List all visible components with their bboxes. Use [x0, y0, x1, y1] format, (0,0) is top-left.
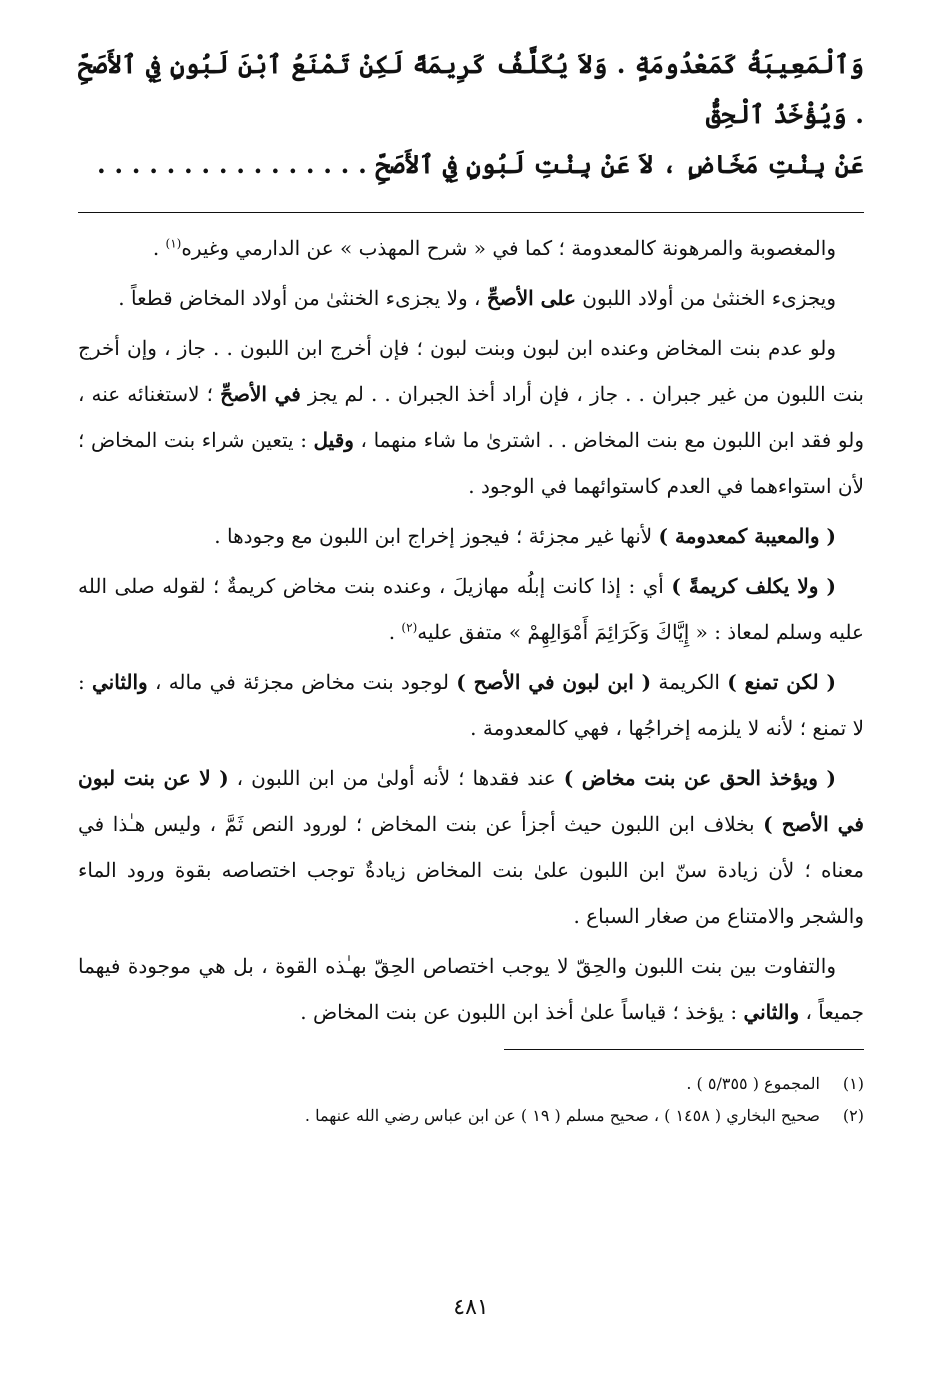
- commentary-paragraph: [78, 325, 864, 509]
- commentary-text: [78, 225, 864, 1035]
- commentary-paragraph: [78, 755, 864, 939]
- bold-term: والثاني: [743, 1000, 800, 1024]
- commentary-paragraph: [78, 563, 864, 655]
- footnote-number: (٢): [842, 1106, 864, 1125]
- footnote-ref[interactable]: (٢): [401, 620, 418, 635]
- footnote-text: المجموع ( ٥/٣٥٥ ) .: [686, 1074, 820, 1093]
- bold-term: ( ويؤخذ الحق عن بنت مخاض ): [563, 766, 836, 790]
- bold-term: ( لا عن بنت لبون في الأصح ): [78, 766, 864, 836]
- text-span: ؛ لاستغنائه عنه ، ولو فقد ابن اللبون مع بنت المخاض . . اشترىٰ ما شاء منهما ،: [78, 382, 865, 452]
- bold-term: ( ابن لبون في الأصح ): [456, 670, 652, 694]
- text-span: الكريمة: [651, 670, 728, 694]
- footnotes: [78, 1068, 864, 1132]
- text-span: ، ولا يجزىء الخنثىٰ من أولاد المخاض قطعاً .: [118, 286, 487, 310]
- book-page: [78, 40, 864, 1360]
- bold-term: ( لكن تمنع ): [727, 670, 836, 694]
- text-span: : يؤخذ ؛ قياساً علىٰ أخذ ابن اللبون عن بنت المخاض .: [300, 1000, 744, 1024]
- bold-term: ( والمعيبة كمعدومة ): [658, 524, 836, 548]
- bold-term: في الأصحِّ: [220, 382, 301, 406]
- text-span: بخلاف ابن اللبون حيث أجزأ عن بنت المخاض ؛ لورود النص ثَمَّ ، وليس هـٰذا في معناه ؛ لأن زيادة سنّ ابن اللبون علىٰ بنت المخاض زيادةٌ توجب اختصاصه بقوة ورود الماء والشجر والامتناع من صغار السباع .: [78, 812, 864, 928]
- page-number: ٤٨١: [453, 1295, 489, 1320]
- text-span: : يتعين شراء بنت المخاض ؛ لأن استواءهما في العدم كاستوائهما في الوجود .: [78, 428, 864, 498]
- text-span: .: [152, 236, 166, 260]
- commentary-paragraph: [78, 513, 864, 559]
- bold-term: ( ولا يكلف كريمةً ): [671, 574, 836, 598]
- commentary-paragraph: [78, 659, 864, 751]
- footnote-ref[interactable]: (١): [165, 236, 182, 251]
- bold-term: وقيل: [313, 428, 354, 452]
- text-span: ويجزىء الخنثىٰ من أولاد اللبون: [575, 286, 836, 310]
- matn-separator: [78, 212, 864, 213]
- text-span: لأنها غير مجزئة ؛ فيجوز إخراج ابن اللبون مع وجودها .: [214, 524, 659, 548]
- bold-term: على الأصحِّ: [486, 286, 576, 310]
- text-span: .: [388, 620, 402, 644]
- footnote-item: [78, 1068, 864, 1100]
- text-span: أي : إذا كانت إبلُه مهازيلَ ، وعنده بنت مخاض كريمةٌ ؛ لقوله صلى الله عليه وسلم لمعاذ : « إِيَّاكَ وَكَرَائِمَ أَمْوَالِهِمْ » متفق عليه: [78, 574, 864, 644]
- commentary-paragraph: [78, 225, 864, 271]
- matn-line-1: وَٱلْمَعِيبَةُ كَمَعْدُومَةٍ . وَلاَ يُكَلَّفُ كَرِيمَةً لَكِنْ تَمْنَعُ ٱبْنَ لَبُونٍ فِي ٱلأَصَحِّ . وَيُؤْخَذُ ٱلْحِقُّ: [78, 50, 864, 129]
- bold-term: والثاني: [92, 670, 148, 694]
- commentary-paragraph: [78, 275, 864, 321]
- text-span: والمغصوبة والمرهونة كالمعدومة ؛ كما في « شرح المهذب » عن الدارمي وغيره: [181, 236, 836, 260]
- text-span: عند فقدها ؛ لأنه أولىٰ من ابن اللبون ،: [228, 766, 564, 790]
- text-span: لوجود بنت مخاض مجزئة في ماله ،: [147, 670, 457, 694]
- footnote-number: (١): [842, 1074, 864, 1093]
- footnote-item: [78, 1100, 864, 1132]
- matn-text: [78, 40, 864, 190]
- footnote-text: صحيح البخاري ( ١٤٥٨ ) ، صحيح مسلم ( ١٩ ) عن ابن عباس رضي الله عنهما .: [304, 1106, 820, 1125]
- commentary-paragraph: [78, 943, 864, 1035]
- footnote-separator: [504, 1049, 864, 1050]
- text-span: : لا تمنع ؛ لأنه لا يلزمه إخراجُها ، فهي كالمعدومة .: [78, 670, 864, 740]
- matn-line-2: عَنْ بِنْتِ مَخَاضٍ ، لاَ عَنْ بِنْتِ لَبُونٍ فِي ٱلأَصَحِّ . . . . . . . . . . . . . . . .: [96, 150, 864, 179]
- text-span: والتفاوت بين بنت اللبون والحِقّ لا يوجب اختصاص الحِقّ بهـٰذه القوة ، بل هي موجودة فيهما جميعاً ،: [78, 954, 864, 1024]
- text-span: ولو عدم بنت المخاض وعنده ابن لبون وبنت لبون ؛ فإن أخرج ابن اللبون . . جاز ، وإن أخرج بنت اللبون من غير جبران . . جاز ، فإن أراد أخذ الجبران . . لم يجز: [78, 336, 864, 406]
